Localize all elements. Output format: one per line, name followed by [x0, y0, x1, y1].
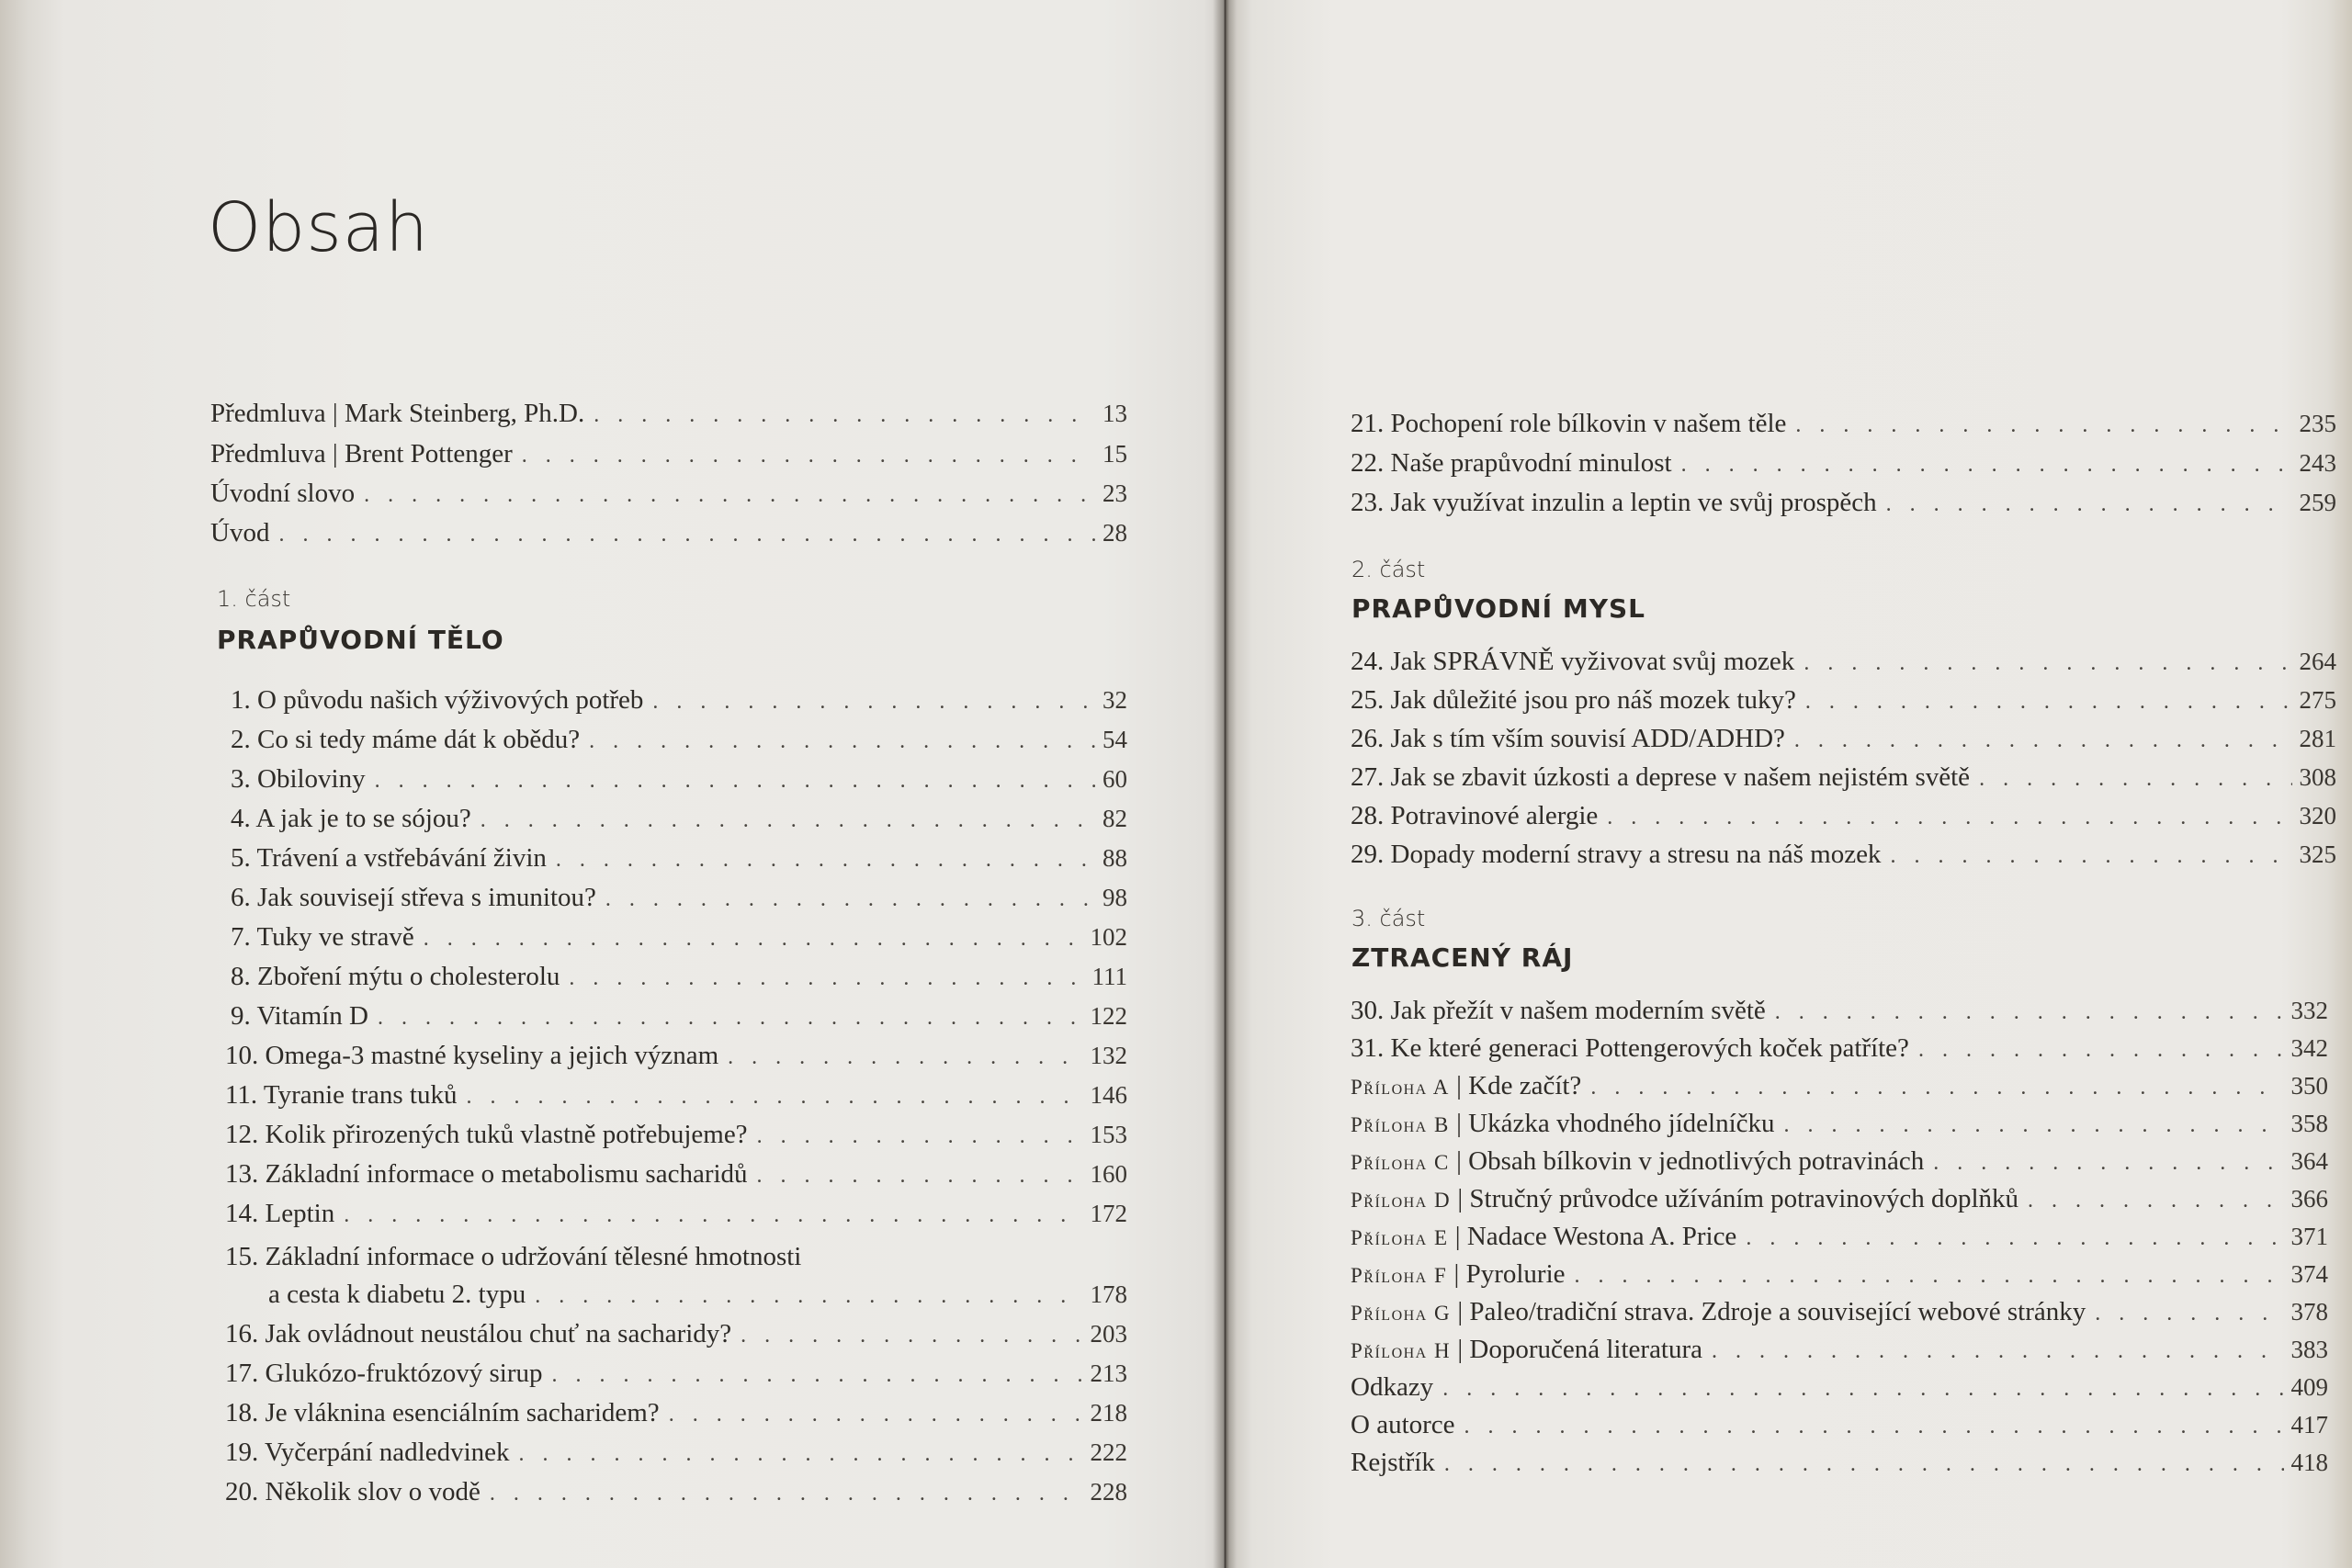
dot-leader	[375, 770, 1095, 792]
dot-leader	[569, 967, 1084, 989]
toc-entry	[268, 1281, 1127, 1308]
toc-entry-title: 19. Vyčerpání nadledvinek	[225, 1438, 510, 1467]
toc-entry-page: 146	[1090, 1081, 1127, 1109]
toc-entry-page: 383	[2290, 1336, 2328, 1363]
toc-entry-page: 374	[2290, 1260, 2328, 1288]
toc-entry-page: 203	[1090, 1320, 1127, 1348]
toc-entry-title: 22. Naše prapůvodní minulost	[1351, 448, 1672, 478]
dot-leader	[1805, 691, 2292, 713]
dot-leader	[1607, 807, 2291, 829]
appendix-prefix: Příloha A	[1351, 1076, 1450, 1099]
appendix-title: | Nadace Westona A. Price	[1454, 1222, 1737, 1251]
toc-entry-title: 24. Jak SPRÁVNĚ vyživovat svůj mozek	[1351, 647, 1795, 676]
toc-entry-page: 222	[1090, 1438, 1127, 1466]
toc-entry	[231, 845, 1127, 872]
toc-entry-page: 332	[2290, 997, 2328, 1024]
dot-leader	[1886, 493, 2292, 515]
dot-leader	[1775, 1001, 2284, 1023]
toc-entry-page: 178	[1090, 1280, 1127, 1308]
toc-entry-page: 358	[2290, 1110, 2328, 1137]
dot-leader	[589, 730, 1095, 752]
dot-leader	[522, 445, 1095, 467]
toc-entry-title: 27. Jak se zbavit úzkosti a deprese v našem nejistém světě	[1351, 762, 1971, 792]
toc-entry-page: 320	[2299, 802, 2336, 829]
toc-entry	[1351, 1111, 2328, 1137]
toc-entry-title: 25. Jak důležité jsou pro náš mozek tuky?	[1351, 685, 1796, 715]
appendix-prefix: Příloha B	[1351, 1113, 1450, 1136]
toc-entry-title	[1351, 1337, 1702, 1363]
toc-entry-title: 9. Vitamín D	[231, 1001, 368, 1031]
dot-leader	[344, 1204, 1082, 1226]
dot-leader	[1804, 652, 2291, 674]
toc-entry-title	[1351, 1224, 1736, 1250]
toc-entry-page: 160	[1090, 1160, 1127, 1188]
toc-entry	[231, 885, 1127, 911]
toc-entry-title: 2. Co si tedy máme dát k obědu?	[231, 725, 581, 754]
toc-entry	[1351, 1450, 2328, 1476]
toc-entry-title: 6. Jak souvisejí střeva s imunitou?	[231, 883, 596, 912]
dot-leader	[1712, 1340, 2283, 1362]
toc-entry-title: O autorce	[1351, 1410, 1455, 1439]
dot-leader	[1933, 1152, 2283, 1174]
appendix-prefix: Příloha E	[1351, 1226, 1449, 1249]
toc-entry-page: 418	[2290, 1449, 2328, 1476]
toc-entry-page: 228	[1090, 1478, 1127, 1506]
right-page	[1225, 0, 2352, 1568]
dot-leader	[2095, 1303, 2283, 1325]
toc-entry	[225, 1122, 1127, 1148]
toc-entry	[231, 806, 1127, 832]
toc-entry-page: 342	[2290, 1034, 2328, 1062]
toc-entry-title: 31. Ke které generaci Pottengerových koček patříte?	[1351, 1033, 1909, 1063]
appendix-title: | Obsah bílkovin v jednotlivých potravinách	[1456, 1146, 1925, 1176]
dot-leader	[741, 1325, 1082, 1347]
toc-entry-page: 60	[1102, 765, 1127, 793]
toc-entry	[231, 924, 1127, 951]
toc-entry	[1351, 1412, 2328, 1438]
toc-entry-page: 366	[2290, 1185, 2328, 1213]
dot-leader	[1794, 729, 2292, 751]
toc-entry	[1351, 1261, 2328, 1288]
toc-entry-page: 172	[1090, 1200, 1127, 1227]
toc-entry-title: 18. Je vláknina esenciálním sacharidem?	[225, 1398, 660, 1427]
dot-leader	[1979, 768, 2291, 790]
dot-leader	[1681, 454, 2292, 476]
toc-entry-page: 243	[2299, 449, 2336, 477]
toc-entry	[225, 1400, 1127, 1427]
part-label: 3. část	[1351, 906, 1426, 931]
dot-leader	[652, 691, 1095, 713]
dot-leader	[481, 809, 1095, 831]
toc-entry-title: 17. Glukózo-fruktózový sirup	[225, 1359, 543, 1388]
toc-entry	[210, 480, 1127, 507]
toc-entry-page: 378	[2290, 1298, 2328, 1325]
toc-entry	[231, 964, 1127, 990]
toc-entry-title: 29. Dopady moderní stravy a stresu na náš mozek	[1351, 840, 1882, 869]
toc-entry-title: 20. Několik slov o vodě	[225, 1477, 481, 1506]
toc-entry-title: 1. O původu našich výživových potřeb	[231, 685, 644, 715]
toc-entry	[1351, 1224, 2328, 1250]
toc-entry-page: 23	[1102, 479, 1127, 507]
appendix-prefix: Příloha F	[1351, 1264, 1448, 1287]
appendix-prefix: Příloha C	[1351, 1151, 1450, 1174]
dot-leader	[1444, 1453, 2284, 1475]
toc-entry-title	[1351, 1299, 2086, 1325]
toc-entry	[1351, 411, 2336, 437]
appendix-title: | Doporučená literatura	[1457, 1335, 1703, 1364]
dot-leader	[1575, 1265, 2284, 1287]
toc-entry	[210, 520, 1127, 547]
toc-entry-page: 235	[2299, 410, 2336, 437]
toc-entry	[225, 1043, 1127, 1069]
toc-entry-page: 259	[2299, 489, 2336, 516]
toc-entry	[1351, 450, 2336, 477]
toc-entry-title: 16. Jak ovládnout neustálou chuť na sacharidy?	[225, 1319, 732, 1348]
appendix-title: | Ukázka vhodného jídelníčku	[1456, 1109, 1775, 1138]
toc-entry-title: 21. Pochopení role bílkovin v našem těle	[1351, 409, 1787, 438]
toc-entry-title: 12. Kolik přirozených tuků vlastně potřebujeme?	[225, 1120, 748, 1149]
dot-leader	[757, 1165, 1083, 1187]
toc-entry-title: 30. Jak přežít v našem moderním světě	[1351, 996, 1766, 1025]
toc-entry-page: 153	[1090, 1121, 1127, 1148]
toc-entry-page: 28	[1102, 519, 1127, 547]
toc-entry	[1351, 841, 2336, 868]
part-heading: PRAPŮVODNÍ MYSL	[1351, 593, 1645, 624]
dot-leader	[556, 849, 1095, 871]
dot-leader	[594, 404, 1095, 426]
toc-entry-page: 54	[1102, 726, 1127, 753]
toc-entry-title	[1351, 1148, 1924, 1175]
toc-entry	[225, 1082, 1127, 1109]
toc-entry	[1351, 687, 2336, 714]
dot-leader	[378, 1007, 1083, 1029]
dot-leader	[669, 1404, 1083, 1426]
toc-entry-page: 213	[1090, 1359, 1127, 1387]
toc-entry	[1351, 490, 2336, 516]
toc-entry-page: 417	[2290, 1411, 2328, 1438]
dot-leader	[552, 1364, 1083, 1386]
toc-entry	[1351, 1035, 2328, 1062]
toc-entry	[1351, 1186, 2328, 1213]
dot-leader	[424, 928, 1083, 950]
toc-entry	[225, 1201, 1127, 1227]
toc-entry	[225, 1161, 1127, 1188]
dot-leader	[364, 484, 1095, 506]
toc-entry	[210, 441, 1127, 468]
dot-leader	[1590, 1077, 2283, 1099]
toc-entry-page: 371	[2290, 1223, 2328, 1250]
part-heading: ZTRACENÝ RÁJ	[1351, 942, 1574, 973]
toc-entry-title	[1351, 1111, 1775, 1137]
toc-entry-page: 88	[1102, 844, 1127, 872]
toc-entry-page: 308	[2299, 763, 2336, 791]
toc-entry-title: 14. Leptin	[225, 1199, 335, 1228]
part-label: 1. část	[217, 586, 291, 612]
toc-entry-page: 13	[1102, 400, 1127, 427]
toc-entry-title: Úvodní slovo	[210, 479, 356, 508]
toc-entry	[231, 727, 1127, 753]
toc-entry	[231, 766, 1127, 793]
dot-leader	[1890, 845, 2291, 867]
toc-entry	[231, 1003, 1127, 1030]
toc-entry-title: a cesta k diabetu 2. typu	[268, 1280, 526, 1309]
toc-entry	[1351, 764, 2336, 791]
toc-entry-title: 15. Základní informace o udržování tělesné hmotnosti	[225, 1242, 802, 1271]
toc-entry-page: 32	[1102, 686, 1127, 714]
toc-entry-title: 3. Obiloviny	[231, 764, 366, 794]
toc-entry-page: 409	[2290, 1373, 2328, 1401]
dot-leader	[605, 888, 1095, 910]
toc-entry-page: 122	[1090, 1002, 1127, 1030]
toc-entry-page: 275	[2299, 686, 2336, 714]
dot-leader	[1918, 1039, 2284, 1061]
toc-entry	[1351, 1148, 2328, 1175]
toc-entry-title: Rejstřík	[1351, 1448, 1435, 1477]
toc-entry	[1351, 1374, 2328, 1401]
toc-entry-title: 13. Základní informace o metabolismu sacharidů	[225, 1159, 748, 1189]
toc-entry-title: Předmluva | Mark Steinberg, Ph.D.	[210, 399, 585, 428]
toc-entry-title	[1351, 1186, 2018, 1213]
toc-entry-title: Předmluva | Brent Pottenger	[210, 439, 513, 468]
dot-leader	[757, 1125, 1083, 1147]
toc-entry-title: Odkazy	[1351, 1372, 1434, 1402]
toc-entry-title	[1351, 1073, 1581, 1100]
dot-leader	[1464, 1416, 2284, 1438]
dot-leader	[278, 524, 1095, 546]
toc-entry-title: 28. Potravinové alergie	[1351, 801, 1599, 830]
toc-entry-title: 7. Tuky ve stravě	[231, 922, 414, 952]
appendix-prefix: Příloha G	[1351, 1302, 1452, 1325]
toc-entry-title: 5. Trávení a vstřebávání živin	[231, 843, 547, 873]
toc-entry	[1351, 1299, 2328, 1325]
toc-entry-page: 82	[1102, 805, 1127, 832]
toc-entry-page: 325	[2299, 840, 2336, 868]
appendix-title: | Pyrolurie	[1453, 1259, 1566, 1289]
page-title: Obsah	[208, 188, 430, 267]
toc-entry	[1351, 726, 2336, 752]
toc-entry-page: 98	[1102, 884, 1127, 911]
dot-leader	[728, 1046, 1082, 1068]
toc-entry-page: 350	[2290, 1072, 2328, 1100]
dot-leader	[490, 1483, 1083, 1505]
toc-entry	[1351, 803, 2336, 829]
toc-entry	[1351, 649, 2336, 675]
toc-entry-title: 4. A jak je to se sójou?	[231, 804, 471, 833]
toc-entry	[210, 400, 1127, 427]
toc-entry-title: 10. Omega-3 mastné kyseliny a jejich význam	[225, 1041, 719, 1070]
toc-entry-page: 132	[1090, 1042, 1127, 1069]
toc-entry-page: 15	[1102, 440, 1127, 468]
toc-entry-title: Úvod	[210, 518, 270, 547]
appendix-prefix: Příloha D	[1351, 1189, 1452, 1212]
dot-leader	[1746, 1227, 2283, 1249]
toc-entry-title	[1351, 1261, 1566, 1288]
toc-entry-page: 111	[1091, 963, 1127, 990]
toc-entry	[225, 1479, 1127, 1506]
toc-entry	[225, 1439, 1127, 1466]
dot-leader	[519, 1443, 1083, 1465]
toc-entry-page: 218	[1090, 1399, 1127, 1427]
toc-entry-title: 8. Zboření mýtu o cholesterolu	[231, 962, 560, 991]
book-gutter	[1213, 0, 1237, 1568]
toc-entry	[225, 1360, 1127, 1387]
toc-entry-page: 264	[2299, 648, 2336, 675]
part-label: 2. část	[1351, 557, 1426, 582]
part-heading: PRAPŮVODNÍ TĚLO	[217, 625, 504, 655]
toc-entry	[1351, 998, 2328, 1024]
toc-entry	[1351, 1337, 2328, 1363]
appendix-title: | Stručný průvodce užíváním potravinových doplňků	[1457, 1184, 2019, 1213]
toc-entry	[231, 687, 1127, 714]
dot-leader	[1442, 1378, 2283, 1400]
dot-leader	[2028, 1190, 2283, 1212]
toc-entry-page: 281	[2299, 725, 2336, 752]
toc-entry-title: 11. Tyranie trans tuků	[225, 1080, 458, 1110]
toc-entry-page: 102	[1090, 923, 1127, 951]
dot-leader	[466, 1086, 1082, 1108]
dot-leader	[1795, 414, 2291, 436]
appendix-title: | Paleo/tradiční strava. Zdroje a související webové stránky	[1457, 1297, 2086, 1326]
toc-entry	[1351, 1073, 2328, 1100]
dot-leader	[535, 1285, 1082, 1307]
toc-entry	[225, 1321, 1127, 1348]
toc-entry-title: 23. Jak využívat inzulin a leptin ve svůj prospěch	[1351, 488, 1877, 517]
appendix-title: | Kde začít?	[1456, 1071, 1582, 1100]
dot-leader	[1784, 1114, 2284, 1136]
appendix-prefix: Příloha H	[1351, 1339, 1452, 1362]
toc-entry-title: 26. Jak s tím vším souvisí ADD/ADHD?	[1351, 724, 1785, 753]
toc-entry-page: 364	[2290, 1147, 2328, 1175]
